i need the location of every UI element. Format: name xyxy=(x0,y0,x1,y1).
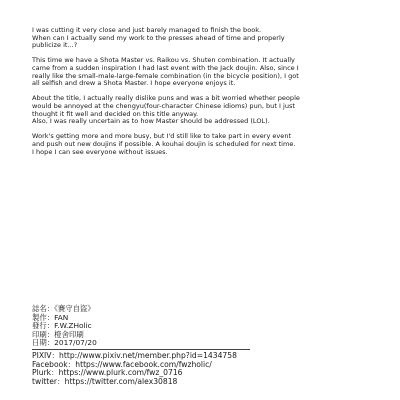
text-line: Also, I was really uncertain as to how Master should be addressed (LOL). xyxy=(32,117,270,126)
text-line: and push out new doujins if possible. A kouhai doujin is scheduled for next time. xyxy=(32,139,296,148)
text-line: all selfish and drew a Shota Master. I hope everyone enjoys it. xyxy=(32,79,236,88)
colophon-author: 製作：FAN xyxy=(32,312,69,322)
colophon-title: 誌名：《賽守自盜》 xyxy=(32,304,95,313)
colophon-date: 日期：2017/07/20 xyxy=(32,338,97,348)
text-line: would be annoyed at the chengyu(four-character Chinese idioms) pun, but I just xyxy=(32,101,295,110)
paragraph-2 xyxy=(32,57,382,87)
paragraph-3 xyxy=(32,95,382,125)
text-line: really like the small-male-large-female combination (in the bicycle position), I got xyxy=(32,71,299,80)
contact-twitter: twitter：https://twitter.com/alex30818 xyxy=(32,376,178,386)
colophon-divider xyxy=(32,349,250,350)
paragraph-4 xyxy=(32,133,382,156)
text-line: came from a sudden inspiration I had last event with the Jack doujin. Also, since I xyxy=(32,63,299,72)
text-line: I was cutting it very close and just barely managed to finish the book. xyxy=(32,26,262,34)
contact-pixiv: PIXIV：http://www.pixiv.net/member.php?id=1434758 xyxy=(32,350,237,360)
text-line: publicize it...? xyxy=(32,41,78,50)
text-line: About the title, I actually really dislike puns and was a bit worried whether people xyxy=(32,94,300,103)
colophon xyxy=(32,305,332,386)
contact-plurk: Plurk：https://www.plurk.com/fwz_0716 xyxy=(32,368,183,378)
text-line: thought it fit well and decided on this title anyway. xyxy=(32,109,199,118)
afterword-text xyxy=(32,27,382,164)
text-line: This time we have a Shota Master vs. Raikou vs. Shuten combination. It actually xyxy=(32,56,295,65)
text-line: When can I actually send my work to the presses ahead of time and properly xyxy=(32,33,285,42)
colophon-printer: 印刷：橙舍印刷 xyxy=(32,329,84,339)
text-line: I hope I can see everyone without issues. xyxy=(32,147,168,156)
colophon-publisher: 發行：F.W.ZHolic xyxy=(32,321,92,331)
paragraph-1 xyxy=(32,27,382,50)
contact-facebook: Facebook：https://www.facebook.com/fwzholic/ xyxy=(32,359,212,369)
text-line: Work's getting more and more busy, but I'd still like to take part in every event xyxy=(32,132,292,141)
